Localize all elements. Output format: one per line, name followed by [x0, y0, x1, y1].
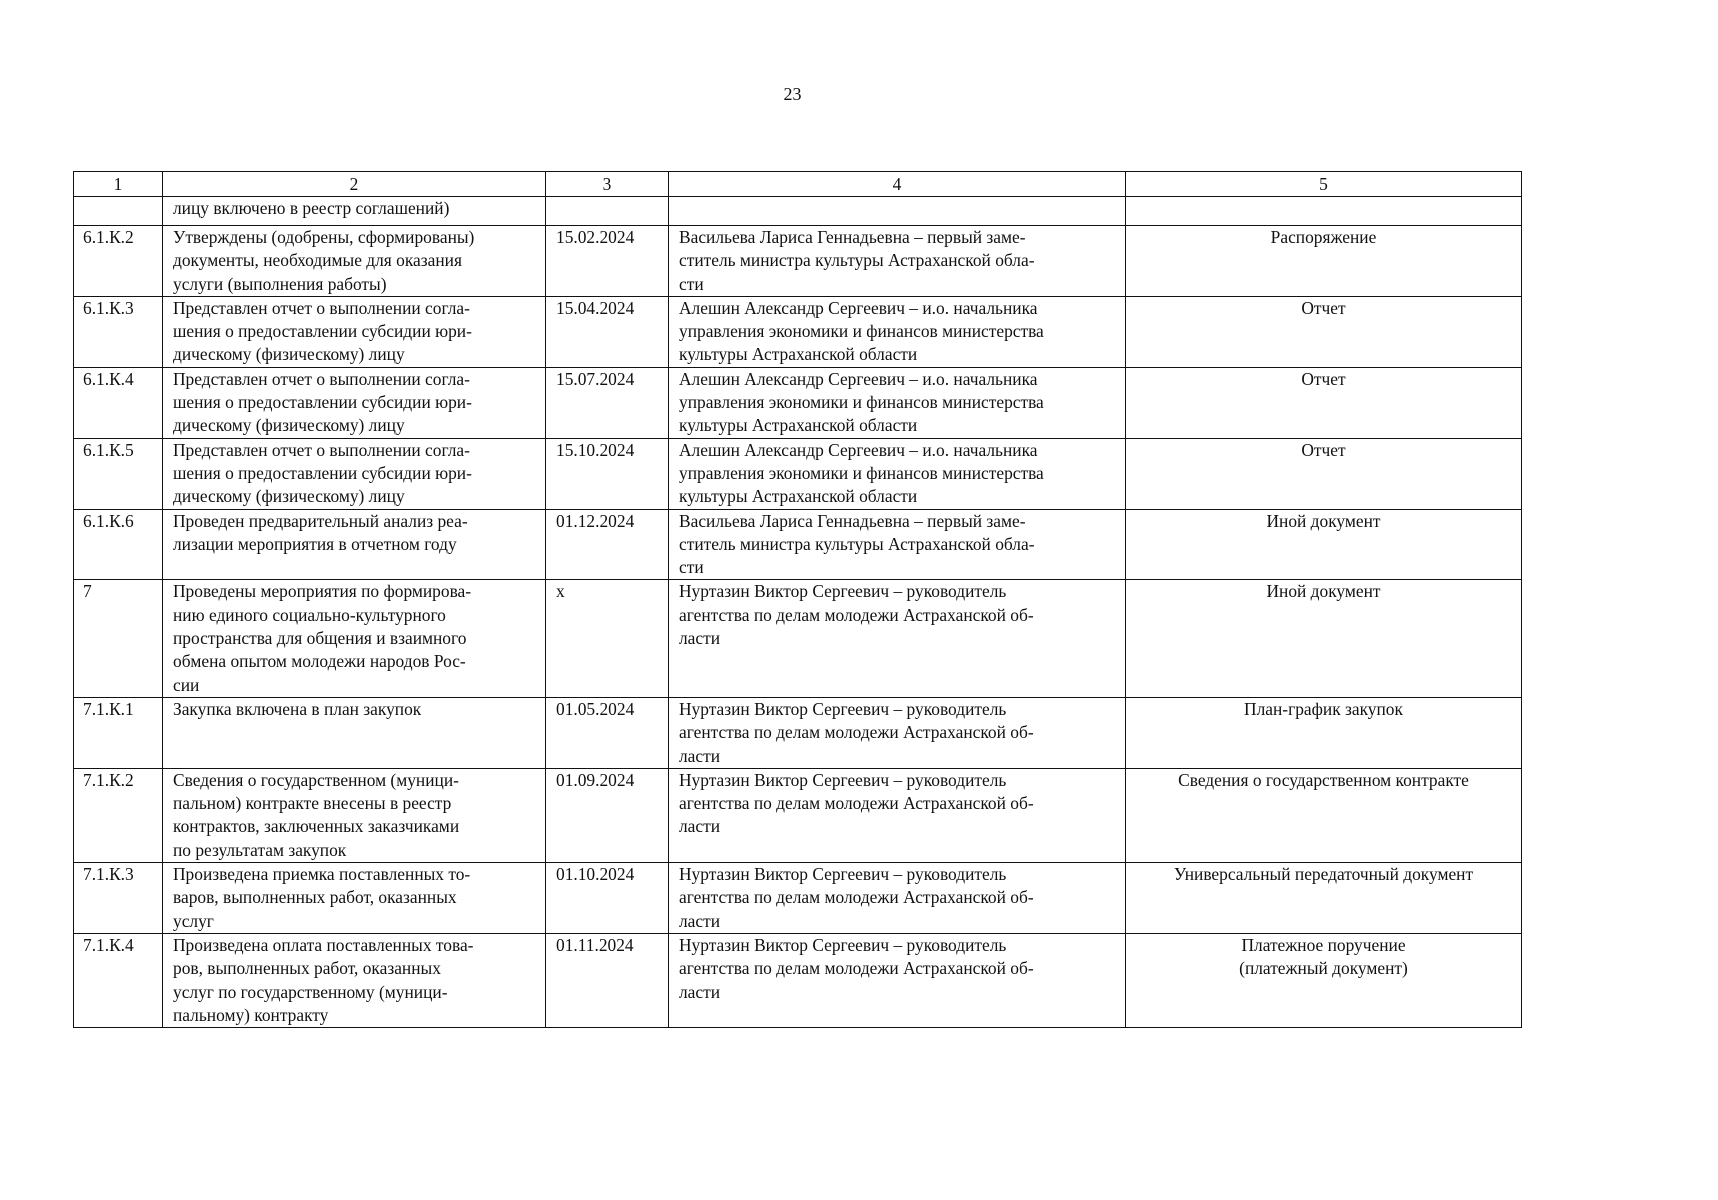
- cell-text-line: услуги (выполнения работы): [173, 273, 387, 294]
- cell-text-line: культуры Астраханской области: [679, 344, 918, 365]
- cell-text-line: дическому (физическому) лицу: [173, 486, 405, 507]
- cell-text-line: шения о предоставлении субсидии юри-: [173, 321, 472, 342]
- cell-text-line: управления экономики и финансов министерства: [679, 462, 1044, 483]
- cell-responsible-person: [669, 197, 1126, 226]
- cell-date: 01.09.2024: [546, 768, 669, 862]
- table-row: [74, 933, 1522, 1027]
- cell-text-line: Сведения о государственном (муници-: [173, 769, 459, 790]
- column-header-5: 5: [1126, 172, 1522, 197]
- column-header-4: 4: [669, 172, 1126, 197]
- cell-text-line: Васильева Лариса Геннадьевна – первый заме-: [679, 510, 1026, 531]
- table-row: [74, 863, 1522, 934]
- cell-text-line: агентства по делам молодежи Астраханской об-: [679, 722, 1034, 743]
- cell-result-description: [163, 697, 546, 768]
- cell-text-line: шения о предоставлении субсидии юри-: [173, 392, 472, 413]
- cell-text-line: агентства по делам молодежи Астраханской об-: [679, 958, 1034, 979]
- cell-text-line: Алешин Александр Сергеевич – и.о. начальника: [679, 297, 1038, 318]
- cell-text-line: Распоряжение: [1270, 227, 1377, 247]
- cell-result-description: [163, 367, 546, 438]
- cell-date: 01.11.2024: [546, 933, 669, 1027]
- cell-responsible-person: [669, 509, 1126, 580]
- cell-date: х: [546, 580, 669, 697]
- cell-text-line: пальному) контракту: [173, 1004, 329, 1025]
- cell-item-number: 7: [74, 580, 163, 697]
- cell-result-description: [163, 768, 546, 862]
- cell-date: 15.02.2024: [546, 226, 669, 297]
- cell-result-description: [163, 296, 546, 367]
- column-header-1: 1: [74, 172, 163, 197]
- cell-text-line: пространства для общения и взаимного: [173, 628, 467, 649]
- cell-text-line: ститель министра культуры Астраханской обла-: [679, 533, 1035, 554]
- cell-document-type: [1126, 197, 1522, 226]
- table-row: [74, 509, 1522, 580]
- table-row: [74, 697, 1522, 768]
- cell-date: 15.04.2024: [546, 296, 669, 367]
- cell-text-line: обмена опытом молодежи народов Рос-: [173, 651, 466, 672]
- table-row: [74, 580, 1522, 697]
- cell-text-line: Отчет: [1301, 439, 1346, 460]
- column-header-2: 2: [163, 172, 546, 197]
- cell-text-line: услуг: [173, 910, 214, 931]
- cell-text-line: ласти: [679, 745, 721, 766]
- cell-text-line: варов, выполненных работ, оказанных: [173, 887, 457, 908]
- cell-text-line: Платежное поручение: [1241, 934, 1406, 955]
- cell-responsible-person: [669, 296, 1126, 367]
- cell-text-line: Сведения о государственном контракте: [1178, 769, 1469, 790]
- cell-date: 01.10.2024: [546, 863, 669, 934]
- cell-result-description: [163, 863, 546, 934]
- cell-text-line: услуг по государственному (муници-: [173, 981, 448, 1002]
- cell-text-line: План-график закупок: [1244, 698, 1403, 719]
- cell-document-type: [1126, 863, 1522, 934]
- cell-text-line: Проведены мероприятия по формирова-: [173, 581, 472, 602]
- cell-text-line: (платежный документ): [1239, 958, 1408, 979]
- table-row: [74, 438, 1522, 509]
- cell-text-line: шения о предоставлении субсидии юри-: [173, 462, 472, 483]
- cell-item-number: 6.1.К.3: [74, 296, 163, 367]
- cell-item-number: 6.1.К.2: [74, 226, 163, 297]
- table-row: [74, 367, 1522, 438]
- cell-text-line: сти: [679, 557, 704, 578]
- cell-text-line: Алешин Александр Сергеевич – и.о. начальника: [679, 439, 1038, 460]
- cell-text-line: лицу включено в реестр соглашений): [173, 198, 450, 218]
- table-row: [74, 226, 1522, 297]
- column-header-3: 3: [546, 172, 669, 197]
- cell-document-type: [1126, 580, 1522, 697]
- cell-responsible-person: [669, 863, 1126, 934]
- cell-text-line: Васильева Лариса Геннадьевна – первый заме-: [679, 227, 1026, 247]
- cell-result-description: [163, 580, 546, 697]
- cell-text-line: сти: [679, 273, 704, 294]
- cell-text-line: ститель министра культуры Астраханской обла-: [679, 250, 1035, 271]
- cell-text-line: дическому (физическому) лицу: [173, 344, 405, 365]
- cell-text-line: Закупка включена в план закупок: [173, 698, 422, 719]
- control-points-table: [73, 171, 1522, 1028]
- cell-document-type: [1126, 438, 1522, 509]
- cell-text-line: Утверждены (одобрены, сформированы): [173, 227, 475, 247]
- cell-result-description: [163, 933, 546, 1027]
- cell-text-line: агентства по делам молодежи Астраханской об-: [679, 604, 1034, 625]
- page-number: 23: [783, 84, 802, 104]
- cell-document-type: [1126, 367, 1522, 438]
- table-row: [74, 296, 1522, 367]
- cell-text-line: Универсальный передаточный документ: [1173, 864, 1474, 885]
- cell-responsible-person: [669, 226, 1126, 297]
- cell-text-line: управления экономики и финансов министерства: [679, 321, 1044, 342]
- cell-text-line: дическому (физическому) лицу: [173, 415, 405, 436]
- cell-responsible-person: [669, 438, 1126, 509]
- cell-text-line: Представлен отчет о выполнении согла-: [173, 439, 470, 460]
- cell-document-type: [1126, 296, 1522, 367]
- cell-text-line: Представлен отчет о выполнении согла-: [173, 297, 470, 318]
- cell-date: [546, 197, 669, 226]
- cell-text-line: Нуртазин Виктор Сергеевич – руководитель: [679, 698, 1007, 719]
- cell-text-line: ров, выполненных работ, оказанных: [173, 958, 441, 979]
- cell-item-number: 7.1.К.2: [74, 768, 163, 862]
- cell-text-line: Представлен отчет о выполнении согла-: [173, 368, 470, 389]
- cell-item-number: 6.1.К.6: [74, 509, 163, 580]
- cell-text-line: Проведен предварительный анализ реа-: [173, 510, 468, 531]
- cell-text-line: по результатам закупок: [173, 839, 347, 860]
- cell-result-description: [163, 197, 546, 226]
- cell-document-type: [1126, 226, 1522, 297]
- cell-item-number: 6.1.К.5: [74, 438, 163, 509]
- cell-text-line: ласти: [679, 816, 721, 837]
- cell-text-line: Произведена приемка поставленных то-: [173, 864, 471, 885]
- cell-text-line: Алешин Александр Сергеевич – и.о. начальника: [679, 368, 1038, 389]
- cell-text-line: ласти: [679, 981, 721, 1002]
- cell-text-line: сии: [173, 674, 200, 695]
- cell-date: 15.07.2024: [546, 367, 669, 438]
- cell-text-line: Нуртазин Виктор Сергеевич – руководитель: [679, 581, 1007, 602]
- cell-text-line: культуры Астраханской области: [679, 486, 918, 507]
- cell-text-line: нию единого социально-культурного: [173, 604, 446, 625]
- cell-item-number: [74, 197, 163, 226]
- cell-date: 15.10.2024: [546, 438, 669, 509]
- cell-text-line: агентства по делам молодежи Астраханской об-: [679, 887, 1034, 908]
- cell-document-type: [1126, 697, 1522, 768]
- cell-text-line: пальном) контракте внесены в реестр: [173, 793, 452, 814]
- column-number-header-row: [74, 172, 1522, 197]
- cell-responsible-person: [669, 768, 1126, 862]
- cell-text-line: ласти: [679, 628, 721, 649]
- cell-date: 01.12.2024: [546, 509, 669, 580]
- table-body: [74, 197, 1522, 1028]
- cell-text-line: Иной документ: [1266, 581, 1381, 602]
- cell-document-type: [1126, 768, 1522, 862]
- cell-responsible-person: [669, 367, 1126, 438]
- cell-text-line: Нуртазин Виктор Сергеевич – руководитель: [679, 769, 1007, 790]
- cell-text-line: агентства по делам молодежи Астраханской об-: [679, 793, 1034, 814]
- cell-text-line: документы, необходимые для оказания: [173, 250, 462, 271]
- cell-text-line: управления экономики и финансов министерства: [679, 392, 1044, 413]
- cell-text-line: контрактов, заключенных заказчиками: [173, 816, 460, 837]
- cell-text-line: Отчет: [1301, 297, 1346, 318]
- cell-text-line: Нуртазин Виктор Сергеевич – руководитель: [679, 934, 1007, 955]
- cell-text-line: Нуртазин Виктор Сергеевич – руководитель: [679, 864, 1007, 885]
- cell-text-line: ласти: [679, 910, 721, 931]
- cell-item-number: 7.1.К.3: [74, 863, 163, 934]
- cell-result-description: [163, 509, 546, 580]
- cell-item-number: 7.1.К.4: [74, 933, 163, 1027]
- cell-document-type: [1126, 509, 1522, 580]
- cell-date: 01.05.2024: [546, 697, 669, 768]
- table-row: [74, 197, 1522, 226]
- cell-responsible-person: [669, 580, 1126, 697]
- cell-item-number: 6.1.К.4: [74, 367, 163, 438]
- cell-text-line: лизации мероприятия в отчетном году: [173, 533, 457, 554]
- cell-text-line: Отчет: [1301, 368, 1346, 389]
- cell-item-number: 7.1.К.1: [74, 697, 163, 768]
- cell-result-description: [163, 438, 546, 509]
- cell-responsible-person: [669, 933, 1126, 1027]
- cell-responsible-person: [669, 697, 1126, 768]
- cell-text-line: культуры Астраханской области: [679, 415, 918, 436]
- cell-text-line: Иной документ: [1266, 510, 1381, 531]
- cell-result-description: [163, 226, 546, 297]
- table-row: [74, 768, 1522, 862]
- cell-text-line: Произведена оплата поставленных това-: [173, 934, 474, 955]
- cell-document-type: [1126, 933, 1522, 1027]
